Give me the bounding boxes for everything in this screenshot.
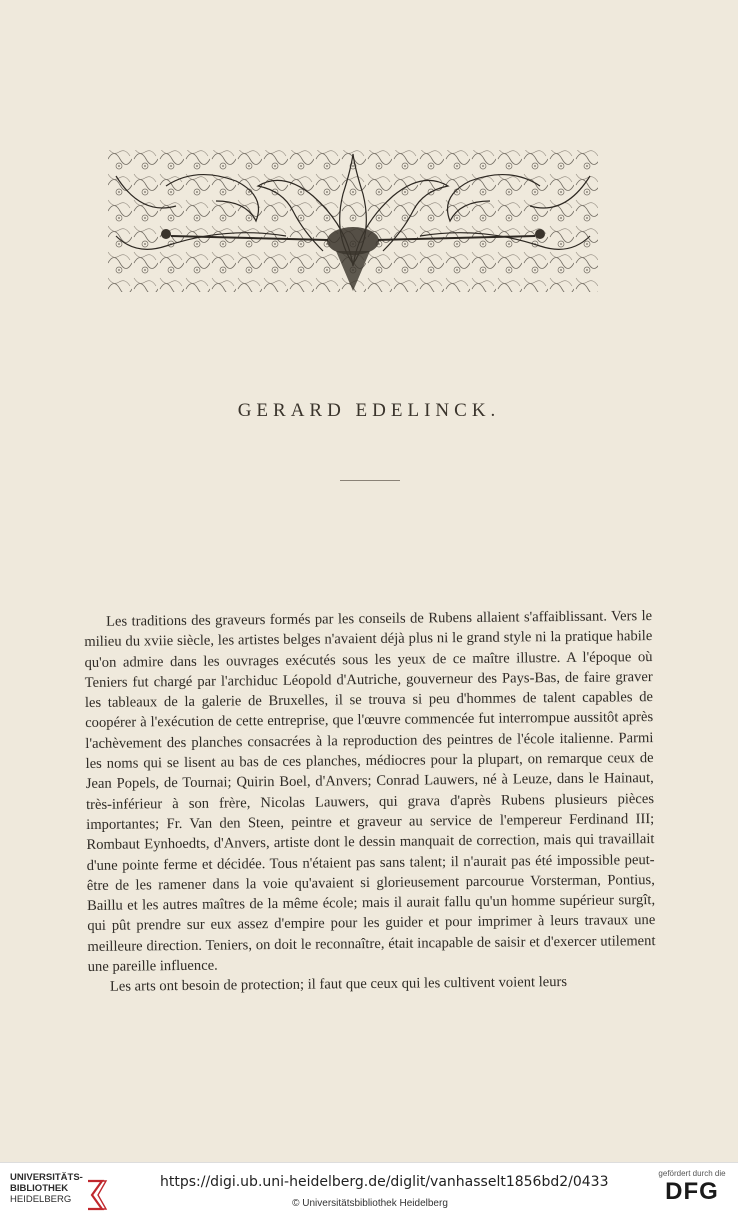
chapter-title: GERARD EDELINCK. (237, 400, 501, 421)
ornamental-headpiece (106, 146, 600, 296)
copyright-notice: © Universitätsbibliothek Heidelberg (292, 1198, 448, 1209)
dfg-wordmark: DFG (665, 1178, 719, 1205)
library-name-line-3: HEIDELBERG (10, 1194, 72, 1205)
body-text (84, 606, 656, 998)
dfg-logo[interactable] (652, 1169, 732, 1213)
library-emblem-icon (84, 1177, 112, 1213)
paragraph-1: Les traditions des graveurs formés par les conseils de Rubens allaient s'affaiblissant. Vers le milieu du xviie siècle, les artistes belges n'avaient déjà plus ni le grand style ni la pratique habile qu'on admire dans les ouvrages exécutés sous les yeux de ce maître illustre. A l'époque où Teniers fut chargé par l'archiduc Léopold d'Autriche, gouverneur des Pays-Bas, de faire graver les tableaux de la galerie de Bruxelles, il se trouva si peu d'hommes de talent capables de coopérer à l'exécution de cette entreprise, que l'œuvre commencée fut interrompue aussitôt après l'achèvement des planches consacrées à la reproduction des peintres de l'école italienne. Parmi les noms qui se lisent au bas de ces planches, médiocres pour la plupart, on remarque ceux de Jean Popels, de Tournai; Quirin Boel, d'Anvers; Conrad Lauwers, né à Leuze, dans le Hainaut, très-inférieur à son frère, Nicolas Lauwers, qui grava d'après Rubens plusieurs pièces importantes; Fr. Van den Steen, peintre et graveur au service de l'empereur Ferdinand III; Rombaut Eynhoedts, d'Anvers, artiste dont le dessin manquait de correction, mais qui travaillait d'une pointe ferme et décidée. Tous n'étaient pas sans talent; il n'aurait pas été impossible peut-être de les ramener dans la voie qu'avaient si glorieusement parcourue Vorsterman, Pontius, Baillu et les autres maîtres de la même école; mais il aurait fallu qu'un homme supérieur surgît, qui pût prendre sur eux assez d'empire pour les guider et pour imprimer à leurs travaux une meilleure direction. Teniers, on doit le reconnaître, était incapable de saisir et d'exercer utilement une pareille influence. (84, 608, 656, 976)
library-logo[interactable] (10, 1172, 110, 1212)
library-name-line-1: UNIVERSITÄTS- (10, 1172, 83, 1183)
viewer-footer (0, 1162, 738, 1217)
library-name-line-2: BIBLIOTHEK (10, 1183, 69, 1194)
paragraph-2: Les arts ont besoin de protection; il faut que ceux qui les cultivent voient leurs (109, 974, 568, 996)
funded-by-label: gefördert durch die (658, 1169, 726, 1178)
permalink-url[interactable]: https://digi.ub.uni-heidelberg.de/diglit/vanhasselt1856bd2/0433 (160, 1174, 609, 1190)
title-rule (340, 480, 400, 481)
